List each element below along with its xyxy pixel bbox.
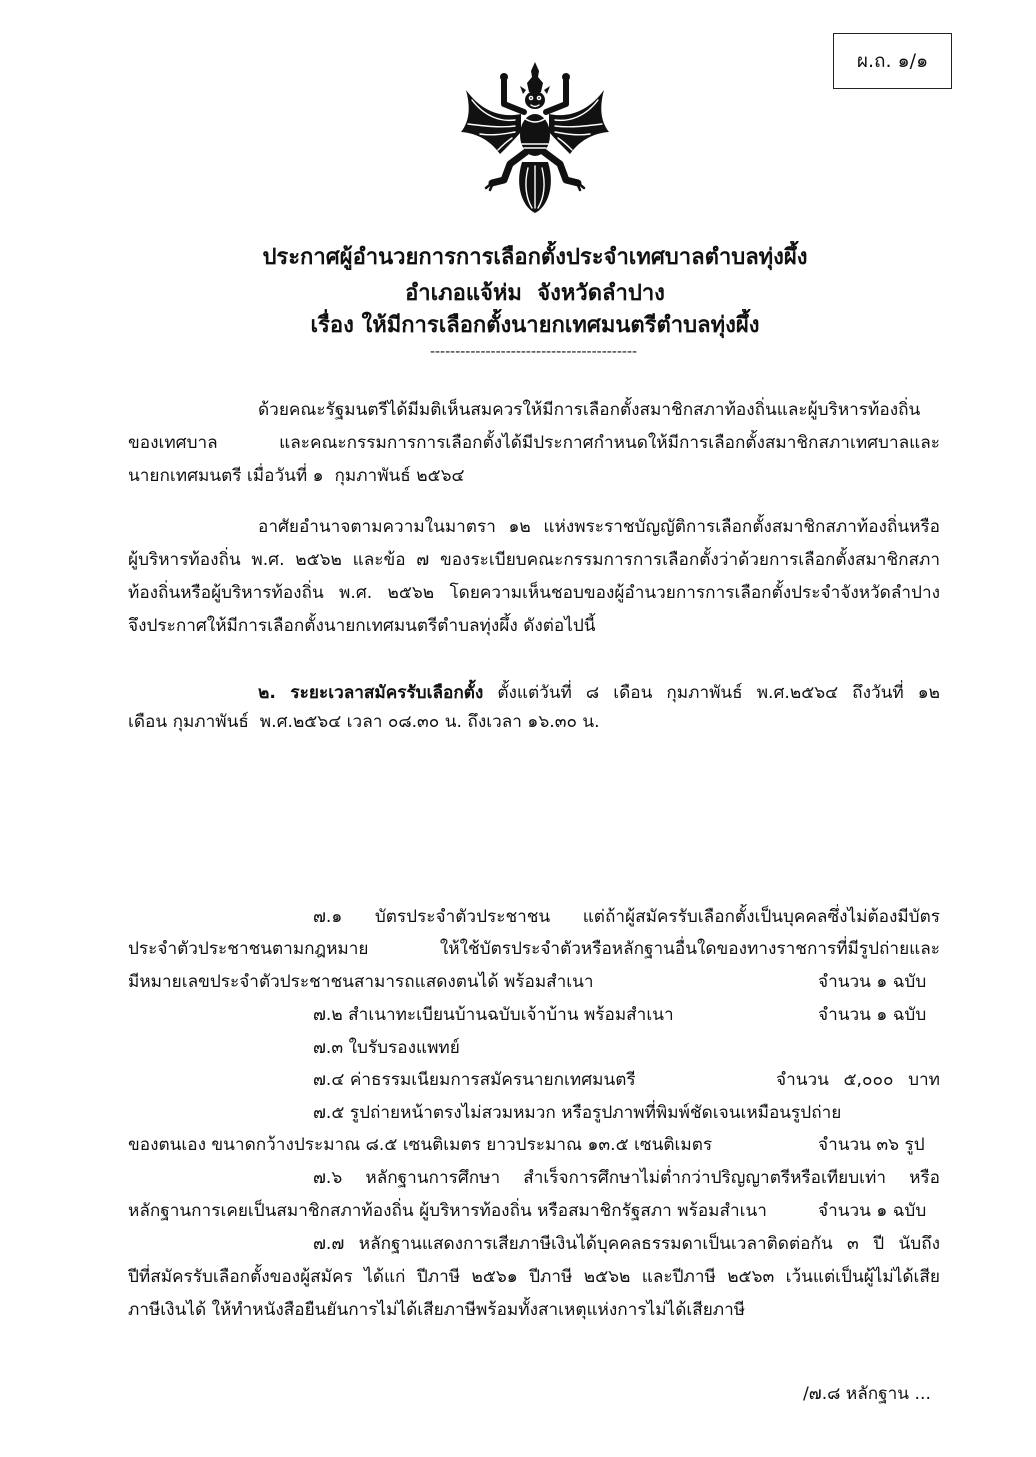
form-code-box: ผ.ถ. ๑/๑ [833,33,952,89]
document-quantity: จำนวน ๕,๐๐๐ บาท [776,1070,940,1090]
item-required-documents [258,869,940,901]
document-line: ๗.๓ ใบรับรองแพทย์ [313,1038,460,1058]
item-application-place [258,736,940,768]
document-line: หลักฐานการเคยเป็นสมาชิกสภาท้องถิ่น ผู้บริหารท้องถิ่น หรือสมาชิกรัฐสภา พร้อมสำเนา [128,1201,767,1221]
title-subject: เรื่อง ให้มีการเลือกตั้งนายกเทศมนตรีตำบลทุ่งผึ้ง [310,313,760,338]
item-label: ๒. ระยะเวลาสมัครรับเลือกตั้ง [258,683,484,703]
document-line: ๗.๑ บัตรประจำตัวประชาชน แต่ถ้าผู้สมัครรับเลือกตั้งเป็นบุคคลซึ่งไม่ต้องมีบัตร [313,907,940,927]
authority-line: ผู้บริหารท้องถิ่น พ.ศ. ๒๕๖๒ และข้อ ๗ ของระเบียบคณะกรรมการการเลือกตั้งว่าด้วยการเลือกตั้งสมาชิกสภา [128,550,940,570]
item-application-period [258,677,940,709]
document-line: ปีที่สมัครรับเลือกตั้งของผู้สมัคร ได้แก่ ปีภาษี ๒๕๖๑ ปีภาษี ๒๕๖๒ และปีภาษี ๒๕๖๓ เว้นแต่เป็นผู้ไม่ได้เสีย [128,1267,940,1287]
document-quantity: จำนวน ๓๖ รูป [818,1135,925,1155]
page-continuation: /๗.๘ หลักฐาน ... [803,1384,931,1404]
document-line: มีหมายเลขประจำตัวประชาชนสามารถแสดงตนได้ พร้อมสำเนา [128,972,594,992]
item-election-date [258,645,940,677]
document-line: ๗.๖ หลักฐานการศึกษา สำเร็จการศึกษาไม่ต่ำกว่าปริญญาตรีหรือเทียบเท่า หรือ [313,1168,940,1188]
document-line: ๗.๔ ค่าธรรมเนียมการสมัครนายกเทศมนตรี [313,1070,636,1090]
item-constituency-count [258,837,940,869]
document-quantity: จำนวน ๑ ฉบับ [818,972,927,992]
document-line: ๗.๗ หลักฐานแสดงการเสียภาษีเงินได้บุคคลธรรมดาเป็นเวลาติดต่อกัน ๓ ปี นับถึง [313,1234,940,1254]
authority-line: จึงประกาศให้มีการเลือกตั้งนายกเทศมนตรีตำบลทุ่งผึ้ง ดังต่อไปนี้ [128,616,596,636]
garuda-emblem-icon [460,62,610,214]
preamble-line: ด้วยคณะรัฐมนตรีได้มีมติเห็นสมควรให้มีการเลือกตั้งสมาชิกสภาท้องถิ่นและผู้บริหารท้องถิ่น [258,400,921,420]
document-line: ประจำตัวประชาชนตามกฎหมาย ให้ใช้บัตรประจำตัวหรือหลักฐานอื่นใดของทางราชการที่มีรูปถ่ายและ [128,939,940,959]
item-mayor-count [258,770,940,802]
document-quantity: จำนวน ๑ ฉบับ [818,1005,927,1025]
item-text: ตั้งแต่วันที่ ๘ เดือน กุมภาพันธ์ พ.ศ.๒๕๖๔ ถึงวันที่ ๑๒ [483,683,940,703]
document-line: ๗.๕ รูปถ่ายหน้าตรงไม่สวมหมวก หรือรูปภาพที่พิมพ์ชัดเจนเหมือนรูปถ่าย [313,1103,842,1123]
document-quantity: จำนวน ๑ ฉบับ [818,1201,927,1221]
preamble-line: นายกเทศมนตรี เมื่อวันที่ ๑ กุมภาพันธ์ ๒๕๖๔ [128,466,465,486]
document-line: ภาษีเงินได้ ให้ทำหนังสือยืนยันการไม่ได้เสียภาษีพร้อมทั้งสาเหตุแห่งการไม่ได้เสียภาษี [128,1300,746,1320]
item-constituency-rule [258,804,940,836]
document-line: ๗.๒ สำเนาทะเบียนบ้านฉบับเจ้าบ้าน พร้อมสำเนา [313,1005,674,1025]
title-separator: ----------------------------------------- [429,344,638,360]
preamble-line: ของเทศบาล และคณะกรรมการการเลือกตั้งได้มีประกาศกำหนดให้มีการเลือกตั้งสมาชิกสภาเทศบาลและ [128,433,940,453]
authority-line: ท้องถิ่นหรือผู้บริหารท้องถิ่น พ.ศ. ๒๕๖๒ โดยความเห็นชอบของผู้อำนวยการการเลือกตั้งประจำจังหวัดลำปาง [128,583,940,603]
title-location: อำเภอแจ้ห่ม จังหวัดลำปาง [405,281,665,306]
item-application-period-continued: เดือน กุมภาพันธ์ พ.ศ.๒๕๖๔ เวลา ๐๘.๓๐ น. ถึงเวลา ๑๖.๓๐ น. [128,712,600,732]
announcement-title: ประกาศผู้อำนวยการการเลือกตั้งประจำเทศบาลตำบลทุ่งผึ้ง [262,245,808,270]
document-line: ของตนเอง ขนาดกว้างประมาณ ๘.๕ เซนติเมตร ยาวประมาณ ๑๓.๕ เซนติเมตร [128,1135,713,1155]
authority-line: อาศัยอำนาจตามความในมาตรา ๑๒ แห่งพระราชบัญญัติการเลือกตั้งสมาชิกสภาท้องถิ่นหรือ [258,517,940,537]
